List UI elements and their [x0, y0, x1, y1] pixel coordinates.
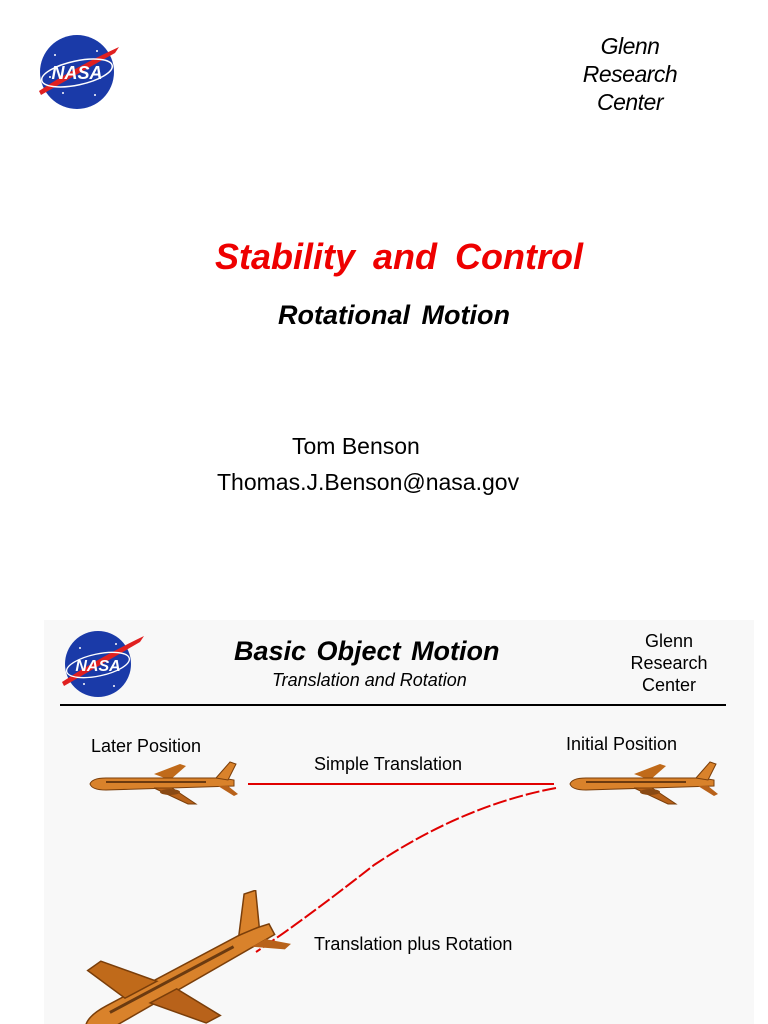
initial-position-label: Initial Position: [566, 734, 678, 754]
glenn-research-center-label-small: Glenn Research Center: [630, 631, 708, 695]
rotation-path: [256, 788, 556, 952]
slide-subtitle: Rotational Motion: [278, 300, 510, 330]
airplane-initial-position: [564, 760, 720, 808]
slide-title: Stability and Control: [214, 236, 583, 277]
nasa-logo: [35, 33, 119, 111]
author-name: Tom Benson: [292, 433, 420, 459]
svg-text:NASA: NASA: [51, 63, 103, 83]
simple-translation-label: Simple Translation: [314, 754, 463, 774]
translation-rotation-label: Translation plus Rotation: [314, 934, 513, 954]
glenn-research-center-label: Glenn Research Center: [582, 33, 678, 115]
motion-slide-subtitle: Translation and Rotation: [272, 670, 467, 690]
motion-slide: [44, 620, 754, 1024]
later-position-label: Later Position: [91, 736, 202, 756]
airplane-later-position: [84, 760, 240, 808]
author-email: Thomas.J.Benson@nasa.gov: [217, 469, 520, 495]
motion-slide-title: Basic Object Motion: [234, 636, 500, 666]
airplane-rotated-position: [58, 890, 298, 1024]
svg-text:NASA: NASA: [75, 658, 121, 675]
